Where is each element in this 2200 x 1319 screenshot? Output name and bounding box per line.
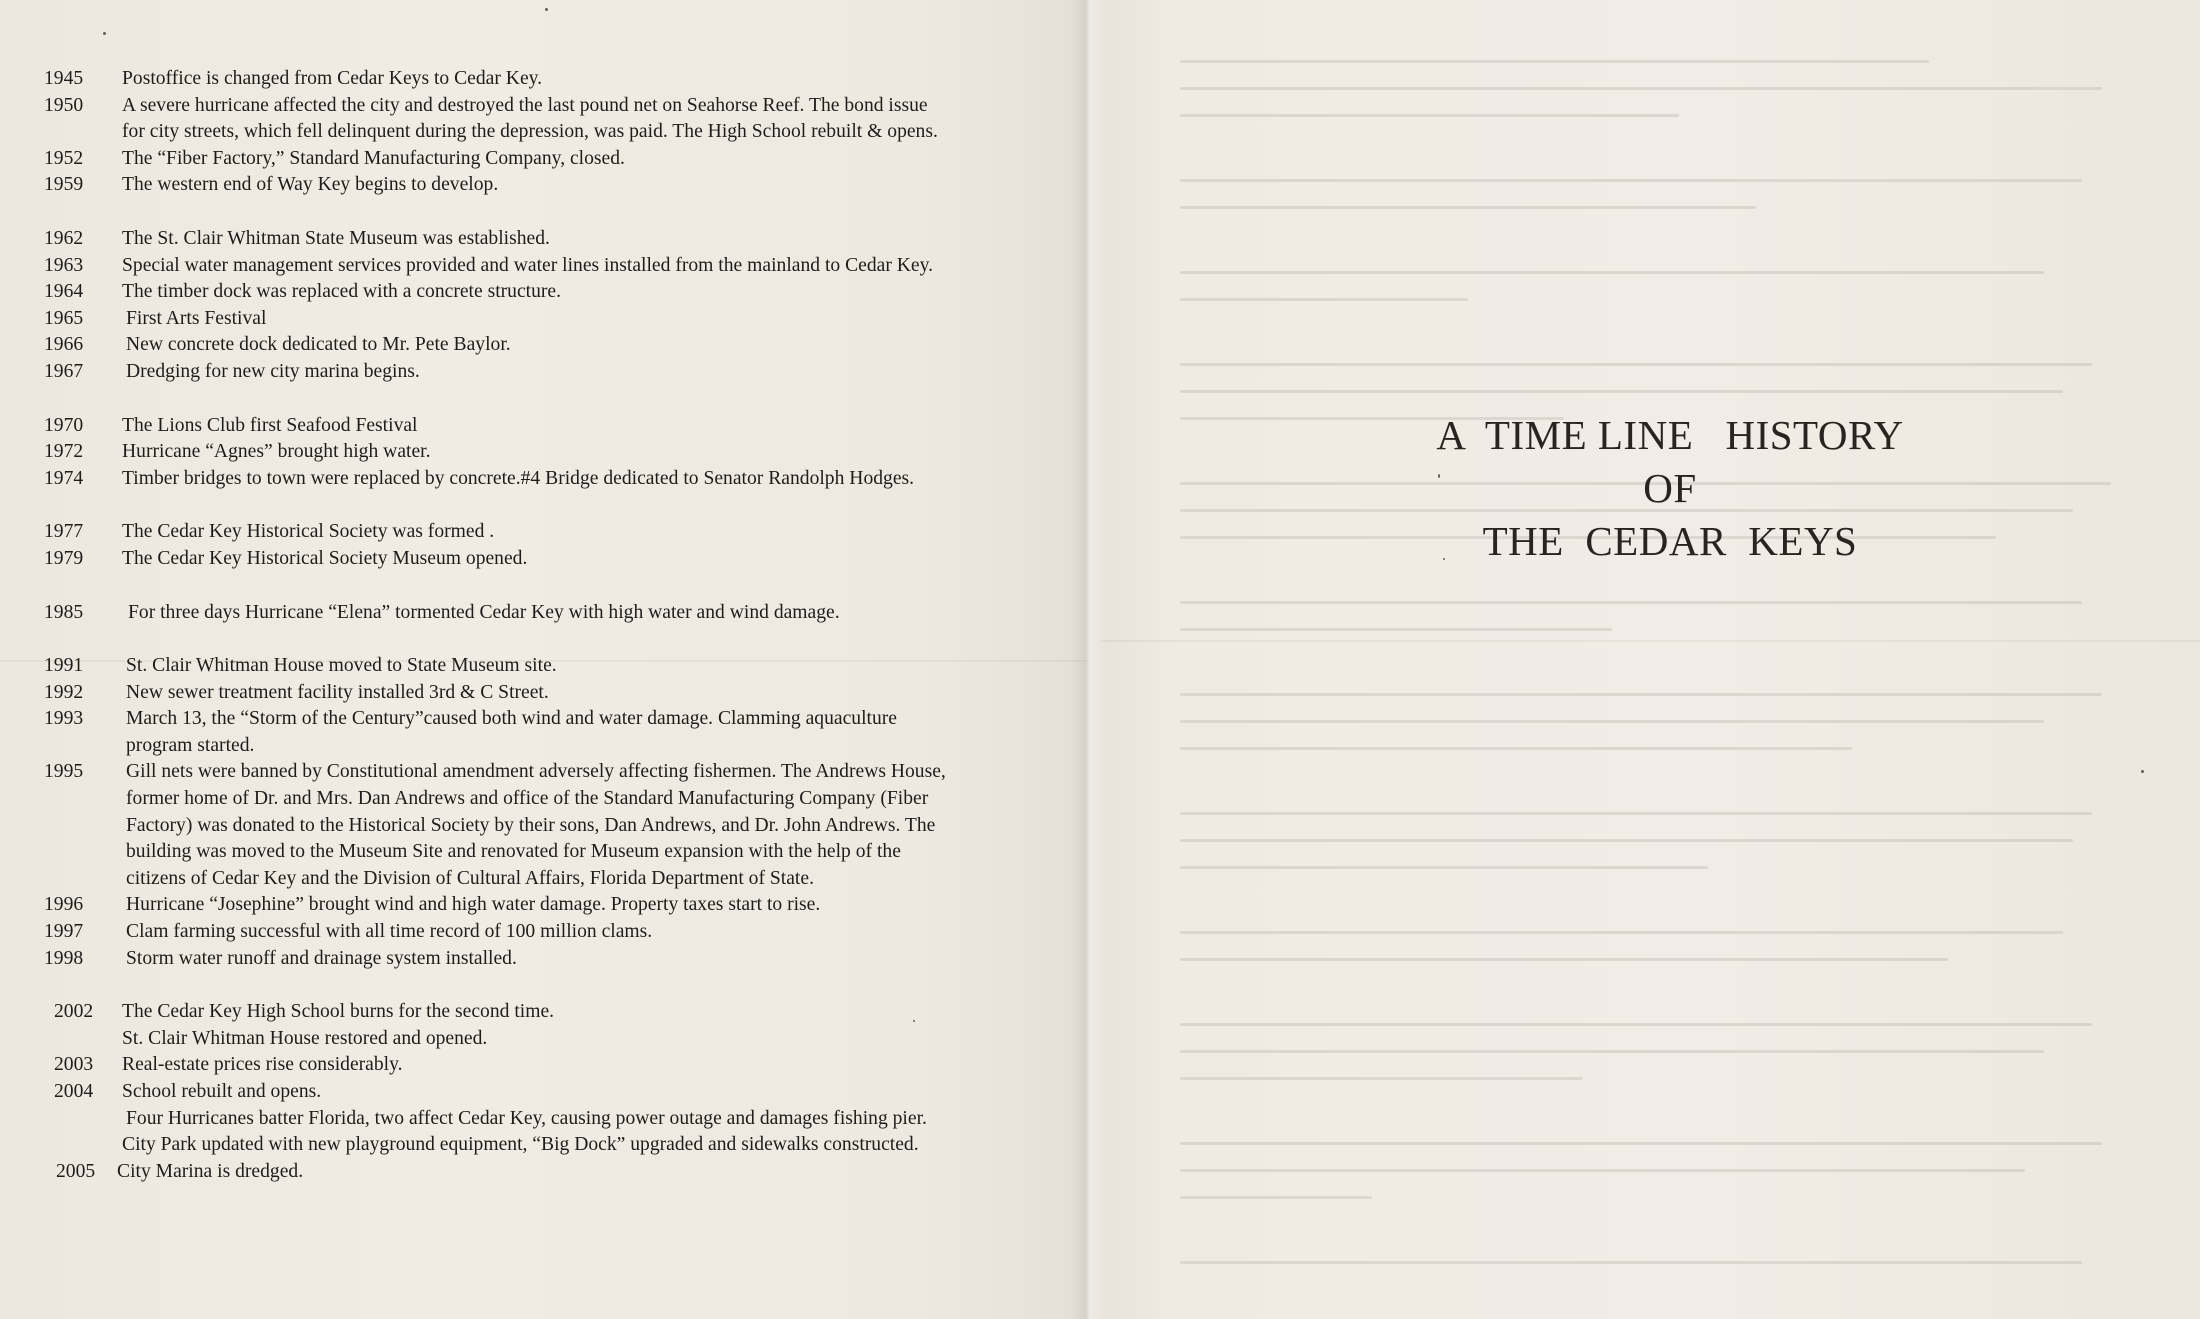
bleed-through-text — [1180, 60, 2140, 1240]
timeline-entry — [28, 546, 1038, 573]
timeline-text: Postoffice is changed from Cedar Keys to Cedar Key. — [122, 68, 543, 89]
timeline-line: A severe hurricane affected the city and destroyed the last pound net on Seahorse Reef. The bond issue — [122, 94, 928, 116]
timeline-text: Dredging for new city marina begins. — [126, 360, 420, 382]
timeline-year: 1979 — [44, 547, 84, 569]
timeline-text — [122, 93, 1038, 146]
timeline-line: program started. — [126, 734, 255, 756]
timeline-text: Hurricane “Josephine” brought wind and high water damage. Property taxes start to rise. — [126, 894, 821, 916]
timeline-text: The Cedar Key Historical Society was formed . — [122, 521, 495, 543]
timeline-entry — [28, 253, 1038, 280]
timeline-entry — [28, 439, 1038, 466]
timeline-entry — [28, 279, 1038, 306]
title-line: A TIME LINE HISTORY — [1436, 412, 1904, 458]
timeline-entry — [28, 146, 1038, 173]
timeline-entry — [28, 332, 1038, 359]
spacer — [28, 626, 1038, 653]
timeline-text: The Lions Club first Seafood Festival — [122, 414, 418, 436]
timeline-year: 1972 — [44, 441, 84, 463]
timeline-entry — [28, 226, 1038, 253]
timeline-year: 1995 — [44, 761, 84, 783]
title-line: THE CEDAR KEYS — [1482, 518, 1858, 564]
timeline-text: New sewer treatment facility installed 3rd & C Street. — [126, 681, 549, 703]
title-line: OF — [1643, 465, 1697, 511]
timeline-text: The St. Clair Whitman State Museum was established. — [122, 227, 550, 249]
timeline-text: The “Fiber Factory,” Standard Manufacturing Company, closed. — [122, 147, 625, 169]
timeline-year: 1952 — [44, 147, 84, 169]
timeline-year: 1992 — [44, 681, 84, 703]
timeline-year: 1945 — [44, 68, 84, 89]
timeline-year: 1998 — [44, 947, 84, 969]
timeline-year: 1996 — [44, 894, 84, 916]
timeline-line: former home of Dr. and Mrs. Dan Andrews and office of the Standard Manufacturing Company (Fiber — [126, 788, 929, 810]
spacer — [28, 972, 1038, 999]
timeline-text: New concrete dock dedicated to Mr. Pete Baylor. — [126, 334, 511, 356]
spacer — [28, 492, 1038, 519]
timeline-year: 1950 — [44, 94, 84, 116]
timeline-year: 1977 — [44, 521, 84, 543]
timeline-year: 1962 — [44, 227, 84, 249]
timeline-text: Special water management services provided and water lines installed from the mainland to Cedar Key. — [122, 254, 934, 276]
timeline-text: Clam farming successful with all time record of 100 million clams. — [126, 921, 653, 943]
brochure-title — [1370, 409, 1970, 568]
timeline-text: Timber bridges to town were replaced by concrete.#4 Bridge dedicated to Senator Randolph Hodges. — [122, 467, 915, 489]
paper-speck — [103, 32, 106, 35]
timeline-text — [122, 1079, 1038, 1159]
timeline-year: 1970 — [44, 414, 84, 436]
timeline-entry — [28, 892, 1038, 919]
timeline-year: 2005 — [56, 1160, 96, 1182]
timeline-entry — [28, 946, 1038, 973]
timeline-entry — [28, 1052, 1038, 1079]
timeline-entry — [28, 653, 1038, 680]
timeline-year: 2004 — [54, 1081, 94, 1102]
timeline-year: 1985 — [44, 601, 84, 623]
spacer — [28, 573, 1038, 600]
timeline-line: building was moved to the Museum Site and renovated for Museum expansion with the help of the — [126, 841, 901, 863]
timeline-entry — [28, 999, 1038, 1052]
timeline-line: Gill nets were banned by Constitutional amendment adversely affecting fishermen. The Andrews House, — [126, 761, 946, 783]
timeline-year: 1991 — [44, 655, 84, 677]
timeline-year: 1965 — [44, 307, 84, 329]
spacer — [28, 386, 1038, 413]
timeline-year: 1966 — [44, 334, 84, 356]
timeline-entry — [28, 359, 1038, 386]
timeline-line: St. Clair Whitman House restored and opened. — [122, 1027, 488, 1049]
timeline-entry — [28, 706, 1038, 759]
timeline-text: City Marina is dredged. — [117, 1160, 304, 1182]
timeline-line: for city streets, which fell delinquent during the depression, was paid. The High School rebuilt & opens. — [122, 121, 938, 143]
timeline-entry — [28, 680, 1038, 707]
timeline-entry — [28, 66, 1038, 93]
timeline-line: Four Hurricanes batter Florida, two affect Cedar Key, causing power outage and damages fishing pier. — [126, 1107, 927, 1129]
timeline-entry — [28, 759, 1038, 892]
timeline-text — [122, 759, 1038, 892]
timeline-entry — [28, 466, 1038, 493]
timeline-text — [122, 706, 1038, 759]
timeline-year: 2002 — [54, 1001, 94, 1023]
paper-speck — [1443, 558, 1445, 560]
paper-speck — [2141, 770, 2144, 773]
timeline-year: 1993 — [44, 708, 84, 730]
timeline-year: 1997 — [44, 921, 84, 943]
timeline-year: 1964 — [44, 281, 84, 303]
timeline-entry — [28, 1159, 1038, 1186]
timeline-line: Factory) was donated to the Historical Society by their sons, Dan Andrews, and Dr. John Andrews. The — [126, 814, 936, 836]
timeline-entry — [28, 306, 1038, 333]
paper-speck — [913, 1020, 915, 1022]
timeline-text: The western end of Way Key begins to develop. — [122, 174, 499, 196]
timeline-entry — [28, 919, 1038, 946]
timeline-entry — [28, 1079, 1038, 1159]
timeline-text: St. Clair Whitman House moved to State Museum site. — [126, 655, 557, 677]
timeline-line: School rebuilt and opens. — [122, 1081, 322, 1102]
timeline-text: For three days Hurricane “Elena” tormented Cedar Key with high water and wind damage. — [128, 601, 840, 623]
timeline-entry — [28, 93, 1038, 146]
spacer — [28, 199, 1038, 226]
paper-speck — [545, 8, 548, 11]
timeline-year: 2003 — [54, 1054, 94, 1076]
timeline-text: First Arts Festival — [126, 307, 267, 329]
timeline-text: Storm water runoff and drainage system installed. — [126, 947, 517, 969]
timeline-line: The Cedar Key High School burns for the second time. — [122, 1001, 555, 1023]
timeline-year: 1974 — [44, 467, 84, 489]
timeline-text: Real-estate prices rise considerably. — [122, 1054, 403, 1076]
timeline-year: 1963 — [44, 254, 84, 276]
timeline-line: March 13, the “Storm of the Century”caused both wind and water damage. Clamming aquaculture — [126, 708, 897, 730]
timeline-text: The timber dock was replaced with a concrete structure. — [122, 281, 562, 303]
timeline-entry — [28, 600, 1038, 627]
timeline-entry — [28, 172, 1038, 199]
timeline-line: City Park updated with new playground equipment, “Big Dock” upgraded and sidewalks constructed. — [122, 1134, 919, 1156]
paper-speck — [1438, 474, 1440, 478]
timeline-text: The Cedar Key Historical Society Museum opened. — [122, 547, 528, 569]
timeline-text — [122, 999, 1038, 1052]
timeline-list — [28, 66, 1038, 1185]
timeline-entry — [28, 519, 1038, 546]
timeline-line: citizens of Cedar Key and the Division of Cultural Affairs, Florida Department of State. — [126, 867, 814, 889]
timeline-entry — [28, 413, 1038, 440]
timeline-year: 1967 — [44, 360, 84, 382]
timeline-year: 1959 — [44, 174, 84, 196]
timeline-text: Hurricane “Agnes” brought high water. — [122, 441, 431, 463]
